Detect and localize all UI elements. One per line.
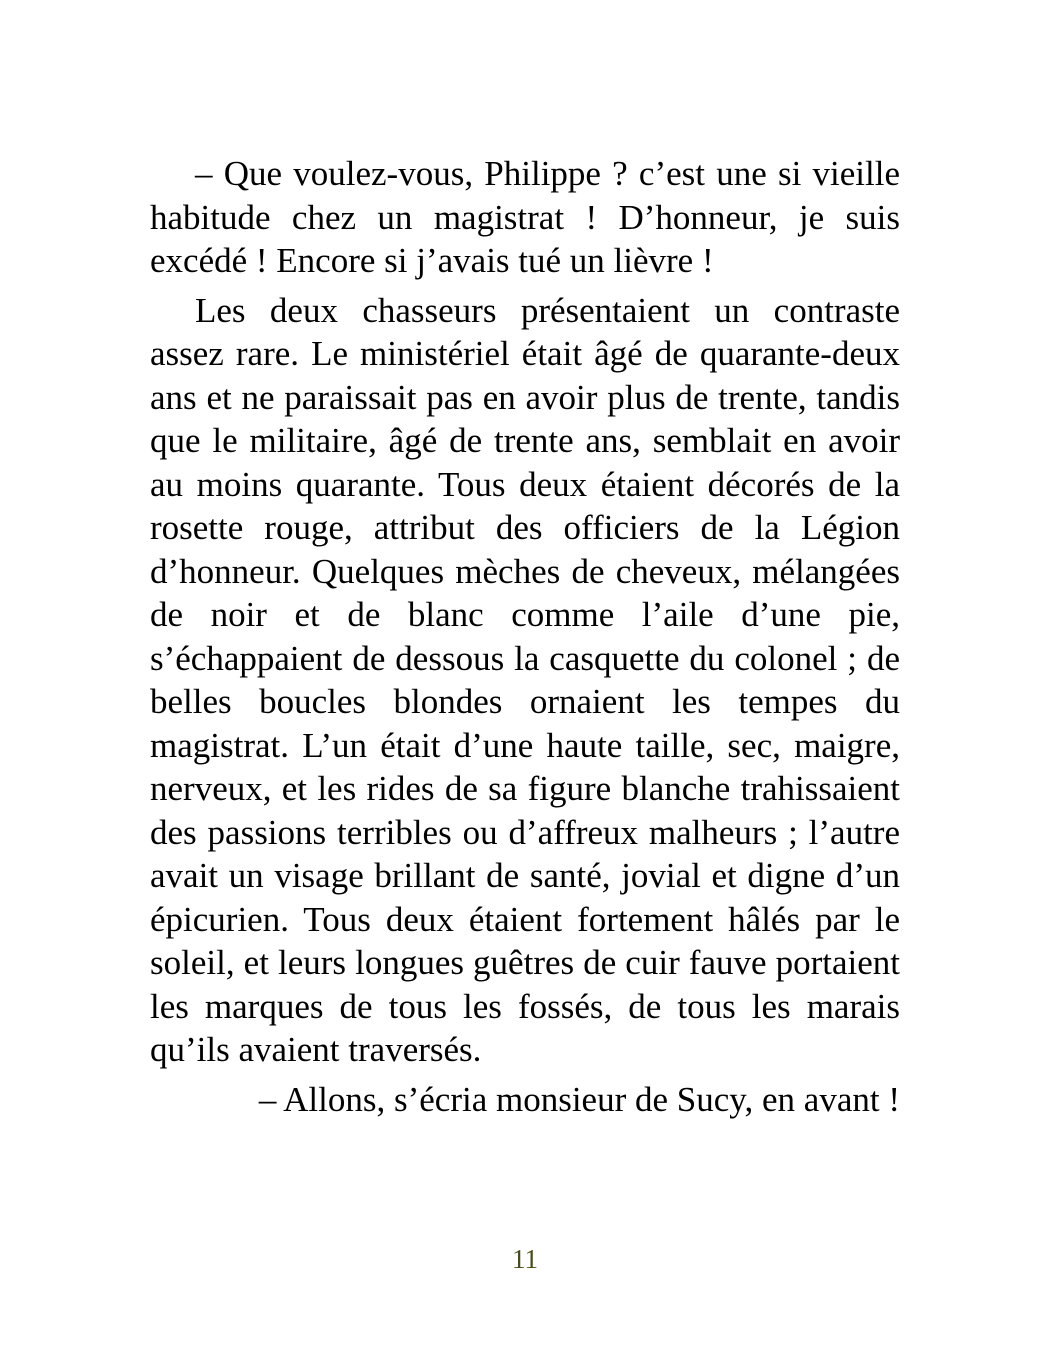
paragraph-dialogue-magistrate: – Que voulez-vous, Philippe ? c’est une si vieille habitude chez un magistrat ! D’honneur, je suis excédé ! Encore si j’avais tué un lièvre ! <box>150 154 900 280</box>
page-body <box>150 152 900 1127</box>
page-number: 11 <box>512 1244 538 1274</box>
paragraph-hunters-description: Les deux chasseurs présentaient un contraste assez rare. Le ministériel était âgé de quarante-deux ans et ne paraissait pas en avoir plus de trente, tandis que le militaire, âgé de trente ans, semblait en avoir au moins quarante. Tous deux étaient décorés de la rosette rouge, attribut des officiers de la Légion d’honneur. Quelques mèches de cheveux, mélangées de noir et de blanc comme l’aile d’une pie, s’échappaient de dessous la casquette du colonel ; de belles boucles blondes ornaient les tempes du magistrat. L’un était d’une haute taille, sec, maigre, nerveux, et les rides de sa figure blanche trahissaient des passions terribles ou d’affreux malheurs ; l’autre avait un visage brillant de santé, jovial et digne d’un épicurien. Tous deux étaient fortement hâlés par le soleil, et leurs longues guêtres de cuir fauve portaient les marques de tous les fossés, de tous les marais qu’ils avaient traversés. <box>150 290 900 1069</box>
paragraph-dialogue-sucy: – Allons, s’écria monsieur de Sucy, en avant ! <box>258 1079 900 1119</box>
